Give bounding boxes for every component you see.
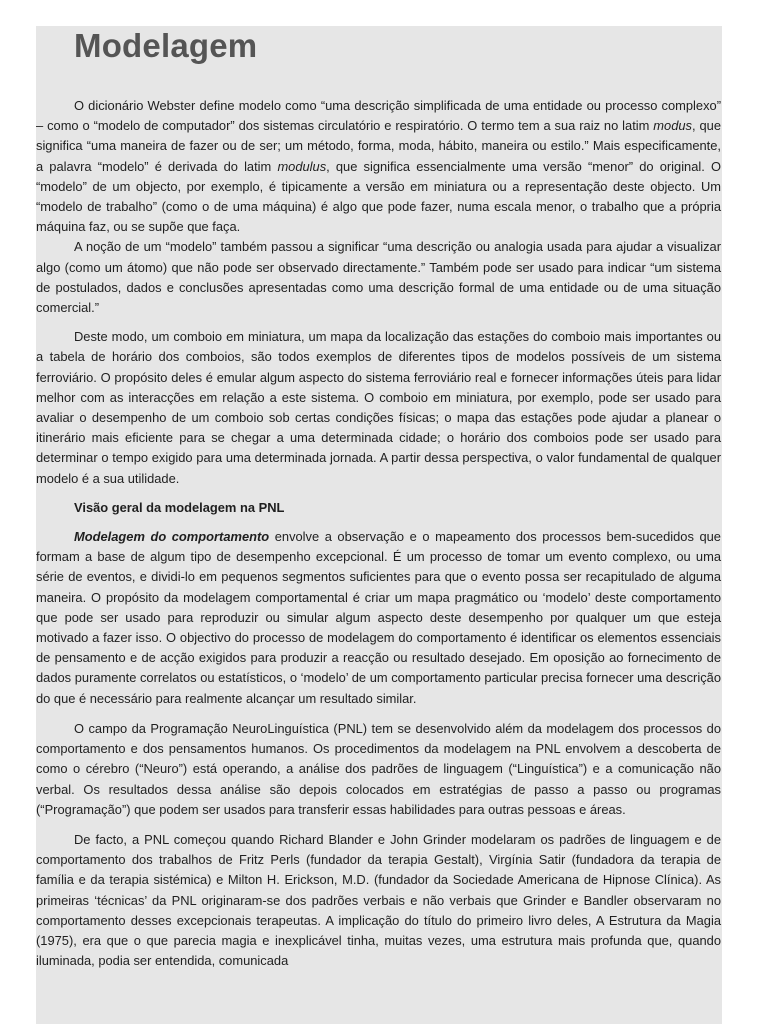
document-body (36, 96, 721, 971)
paragraph-pnl-origin: De facto, a PNL começou quando Richard Blander e John Grinder modelaram os padrões de linguagem e de comportamento dos trabalhos de Fritz Perls (fundador da terapia Gestalt), Virgínia Satir (fundadora da terapia de família e da terapia sistémica) e Milton H. Erickson, M.D. (fundador da Sociedade Americana de Hipnose Clínica). As primeiras ‘técnicas’ da PNL originaram-se dos padrões verbais e não verbais que Grinder e Bandler observaram no comportamento desses excepcionais terapeutas. A implicação do título do primeiro livro deles, A Estrutura da Magia (1975), era que o que parecia magia e inexplicável tinha, muitas vezes, uma estrutura mais profunda que, quando iluminada, podia ser entendida, comunicada (36, 831, 721, 969)
paragraph-behavior-modeling (36, 527, 721, 709)
paragraph-model-notion: A noção de um “modelo” também passou a significar “uma descrição ou analogia usada para ajudar a visualizar algo (como um átomo) que não pode ser observado directamente.” Também pode ser usado para indicar “um sistema de postulados, dados e conclusões apresentadas como uma descrição formal de uma entidade ou de uma situação comercial.” (36, 239, 721, 316)
lead-term: Modelagem do comportamento (74, 529, 270, 545)
page-title: Modelagem (74, 27, 258, 64)
document-page (36, 26, 722, 1024)
section-heading: Visão geral da modelagem na PNL (74, 499, 285, 515)
paragraph-pnl-field: O campo da Programação NeuroLinguística (PNL) tem se desenvolvido além da modelagem dos processos do comportamento e dos pensamentos humanos. Os procedimentos da modelagem na PNL envolvem a descoberta de como o cérebro (“Neuro”) está operando, a análise dos padrões de linguagem (“Linguística”) e a comunicação não verbal. Os resultados dessa análise são depois colocados em estratégias de passo a passo ou programas (“Programação”) que podem ser usados para transferir essas habilidades para outras pessoas e áreas. (36, 720, 721, 817)
text-run: , que significa “uma maneira de fazer ou de ser; um método, forma, moda, hábito, maneira ou estilo.” Mais especificamente, a palavra “modelo” é derivada do latim (36, 118, 721, 174)
paragraph-webster-definition (36, 96, 721, 237)
text-run: O dicionário Webster define modelo como “uma descrição simplificada de uma entidade ou processo complexo” – como o “modelo de computador” dos sistemas circulatório e respiratório. O termo tem a sua raiz no latim (36, 98, 721, 134)
text-run: envolve a observação e o mapeamento dos processos bem-sucedidos que formam a base de algum tipo de desempenho excepcional. É um processo de tomar um evento complexo, ou uma série de eventos, e dividi-lo em pequenos segmentos suficientes para que o evento possa ser recapitulado de alguma maneira. O propósito da modelagem comportamental é criar um mapa pragmático ou ‘modelo’ deste comportamento que pode ser usado para reproduzir ou simular algum aspecto deste desempenho por qualquer um que esteja motivado a fazer isso. O objectivo do processo de modelagem do comportamento é identificar os elementos essenciais de pensamento e de acção exigidos para produzir a reacção ou resultado desejado. Em oposição ao fornecimento de dados puramente correlatos ou estatísticos, o ‘modelo’ de um comportamento particular precisa fornecer uma descrição do que é necessário para realmente alcançar um resultado similar. (36, 529, 721, 706)
paragraph-railway-example: Deste modo, um comboio em miniatura, um mapa da localização das estações do comboio mais importantes ou a tabela de horário dos comboios, são todos exemplos de diferentes tipos de modelos possíveis de um sistema ferroviário. O propósito deles é emular algum aspecto do sistema ferroviário real e fornecer informações úteis para lidar melhor com as interacções em relação a este sistema. O comboio em miniatura, por exemplo, pode ser usado para avaliar o desempenho de um comboio sob certas condições físicas; o mapa das estações pode ajudar a planear o itinerário mais eficiente para se chegar a uma determinada cidade; o horário dos comboios pode ser usado para determinar o tempo exigido para uma determinada jornada. A partir dessa perspectiva, o valor fundamental de qualquer modelo é a sua utilidade. (36, 329, 721, 486)
italic-term-modulus: modulus (277, 158, 327, 174)
text-run: , que significa essencialmente uma versão “menor” do original. O “modelo” de um objecto, por exemplo, é tipicamente a versão em miniatura ou a representação deste objecto. Um “modelo de trabalho” (como o de uma máquina) é algo que pode fazer, numa escala menor, o trabalho que a própria máquina faz, ou se supõe que faça. (36, 158, 722, 235)
italic-term-modus: modus (653, 118, 692, 134)
